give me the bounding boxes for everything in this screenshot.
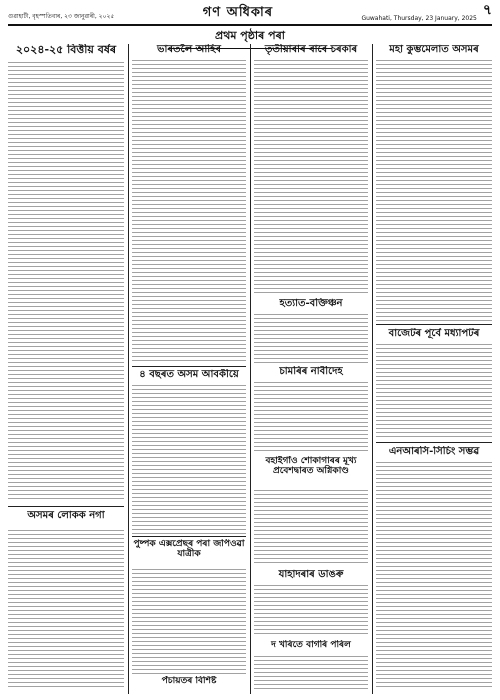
article-header xyxy=(254,366,368,382)
article-body xyxy=(8,530,124,690)
article-header xyxy=(376,44,492,60)
headline: ভাৰতলৈ আহিব xyxy=(157,44,221,55)
article-rule xyxy=(376,324,492,325)
article-header xyxy=(376,328,492,344)
headline: ৪ বছৰত অসম আবকীয়ে xyxy=(139,369,239,380)
masthead-right xyxy=(361,0,492,24)
masthead xyxy=(8,4,492,26)
article-body xyxy=(254,490,368,566)
headline: ২০২৪-২৫ বিত্তীয় বৰ্ষৰ xyxy=(15,44,117,56)
article-body xyxy=(254,382,368,454)
article-header xyxy=(254,456,368,488)
article-body xyxy=(254,314,368,364)
article-body xyxy=(132,385,246,534)
column-rule xyxy=(250,44,251,694)
article-body xyxy=(132,60,246,364)
section-label: প্ৰথম পৃষ্ঠাৰ পৰা xyxy=(168,27,332,49)
article-body xyxy=(254,585,368,637)
newspaper-page xyxy=(8,4,492,694)
page-number: ৭ xyxy=(482,2,492,18)
headline: দ খৰিতে বাগৰি পৰিল xyxy=(271,640,351,650)
article-body xyxy=(376,60,492,322)
article-header xyxy=(8,510,124,530)
headline: যাহাদৰাৰ ডাঙৰু xyxy=(278,569,344,580)
article-header xyxy=(254,640,368,656)
headline: এনআৰসি-সিচিং সম্ভৱ xyxy=(388,446,480,457)
column-rule xyxy=(372,44,373,694)
article-header xyxy=(132,44,246,60)
article-rule xyxy=(376,442,492,443)
article-rule xyxy=(132,366,246,367)
headline: চামৰিৰ নাবীদেহ xyxy=(279,366,343,377)
article-body xyxy=(254,656,368,690)
headline: তৃতীয়াবাৰ বাবে চৰকাৰ xyxy=(264,44,358,55)
article-header xyxy=(132,539,246,567)
article-rule xyxy=(132,536,246,537)
article-body xyxy=(376,462,492,690)
masthead-date-english: Guwahati, Thursday, 23 January, 2025 xyxy=(361,15,477,22)
article-body xyxy=(254,60,368,294)
article-header xyxy=(254,44,368,60)
article-header xyxy=(254,298,368,314)
masthead-title: গণ অধিকাৰ xyxy=(202,5,274,20)
article-body xyxy=(376,344,492,440)
column-rule xyxy=(128,44,129,694)
article-header xyxy=(132,369,246,385)
article-header xyxy=(132,676,246,692)
headline: মহা কুম্ভমেলাত অসমৰ xyxy=(389,44,479,55)
headline: পুষ্পক এক্সপ্ৰেছৰ পৰা জপিওৱা যাত্ৰীক xyxy=(133,539,245,560)
article-rule xyxy=(8,506,124,507)
masthead-date-assamese: গুৱাহাটী, বৃহস্পতিবাৰ, ২৩ জানুৱাৰী, ২০২৫ xyxy=(8,13,115,20)
headline: বহাইগাঁও শোকাগাৰৰ মূখ্য প্ৰবেশদ্বাৰত অগ্নিকাণ্ড xyxy=(265,456,357,477)
article-body xyxy=(132,569,246,674)
article-header xyxy=(376,446,492,462)
headline: অসমৰ লোকক নগা xyxy=(27,510,105,521)
article-body xyxy=(8,62,124,502)
headline: পঁচায়তৰ বিশিষ্ট xyxy=(161,676,217,686)
headline: বাজেটৰ পূৰ্বে মধ্যাপটৰ xyxy=(388,328,480,339)
article-header xyxy=(254,569,368,585)
headline: হত্যাত-বক্তিঞ্চন xyxy=(279,298,343,309)
